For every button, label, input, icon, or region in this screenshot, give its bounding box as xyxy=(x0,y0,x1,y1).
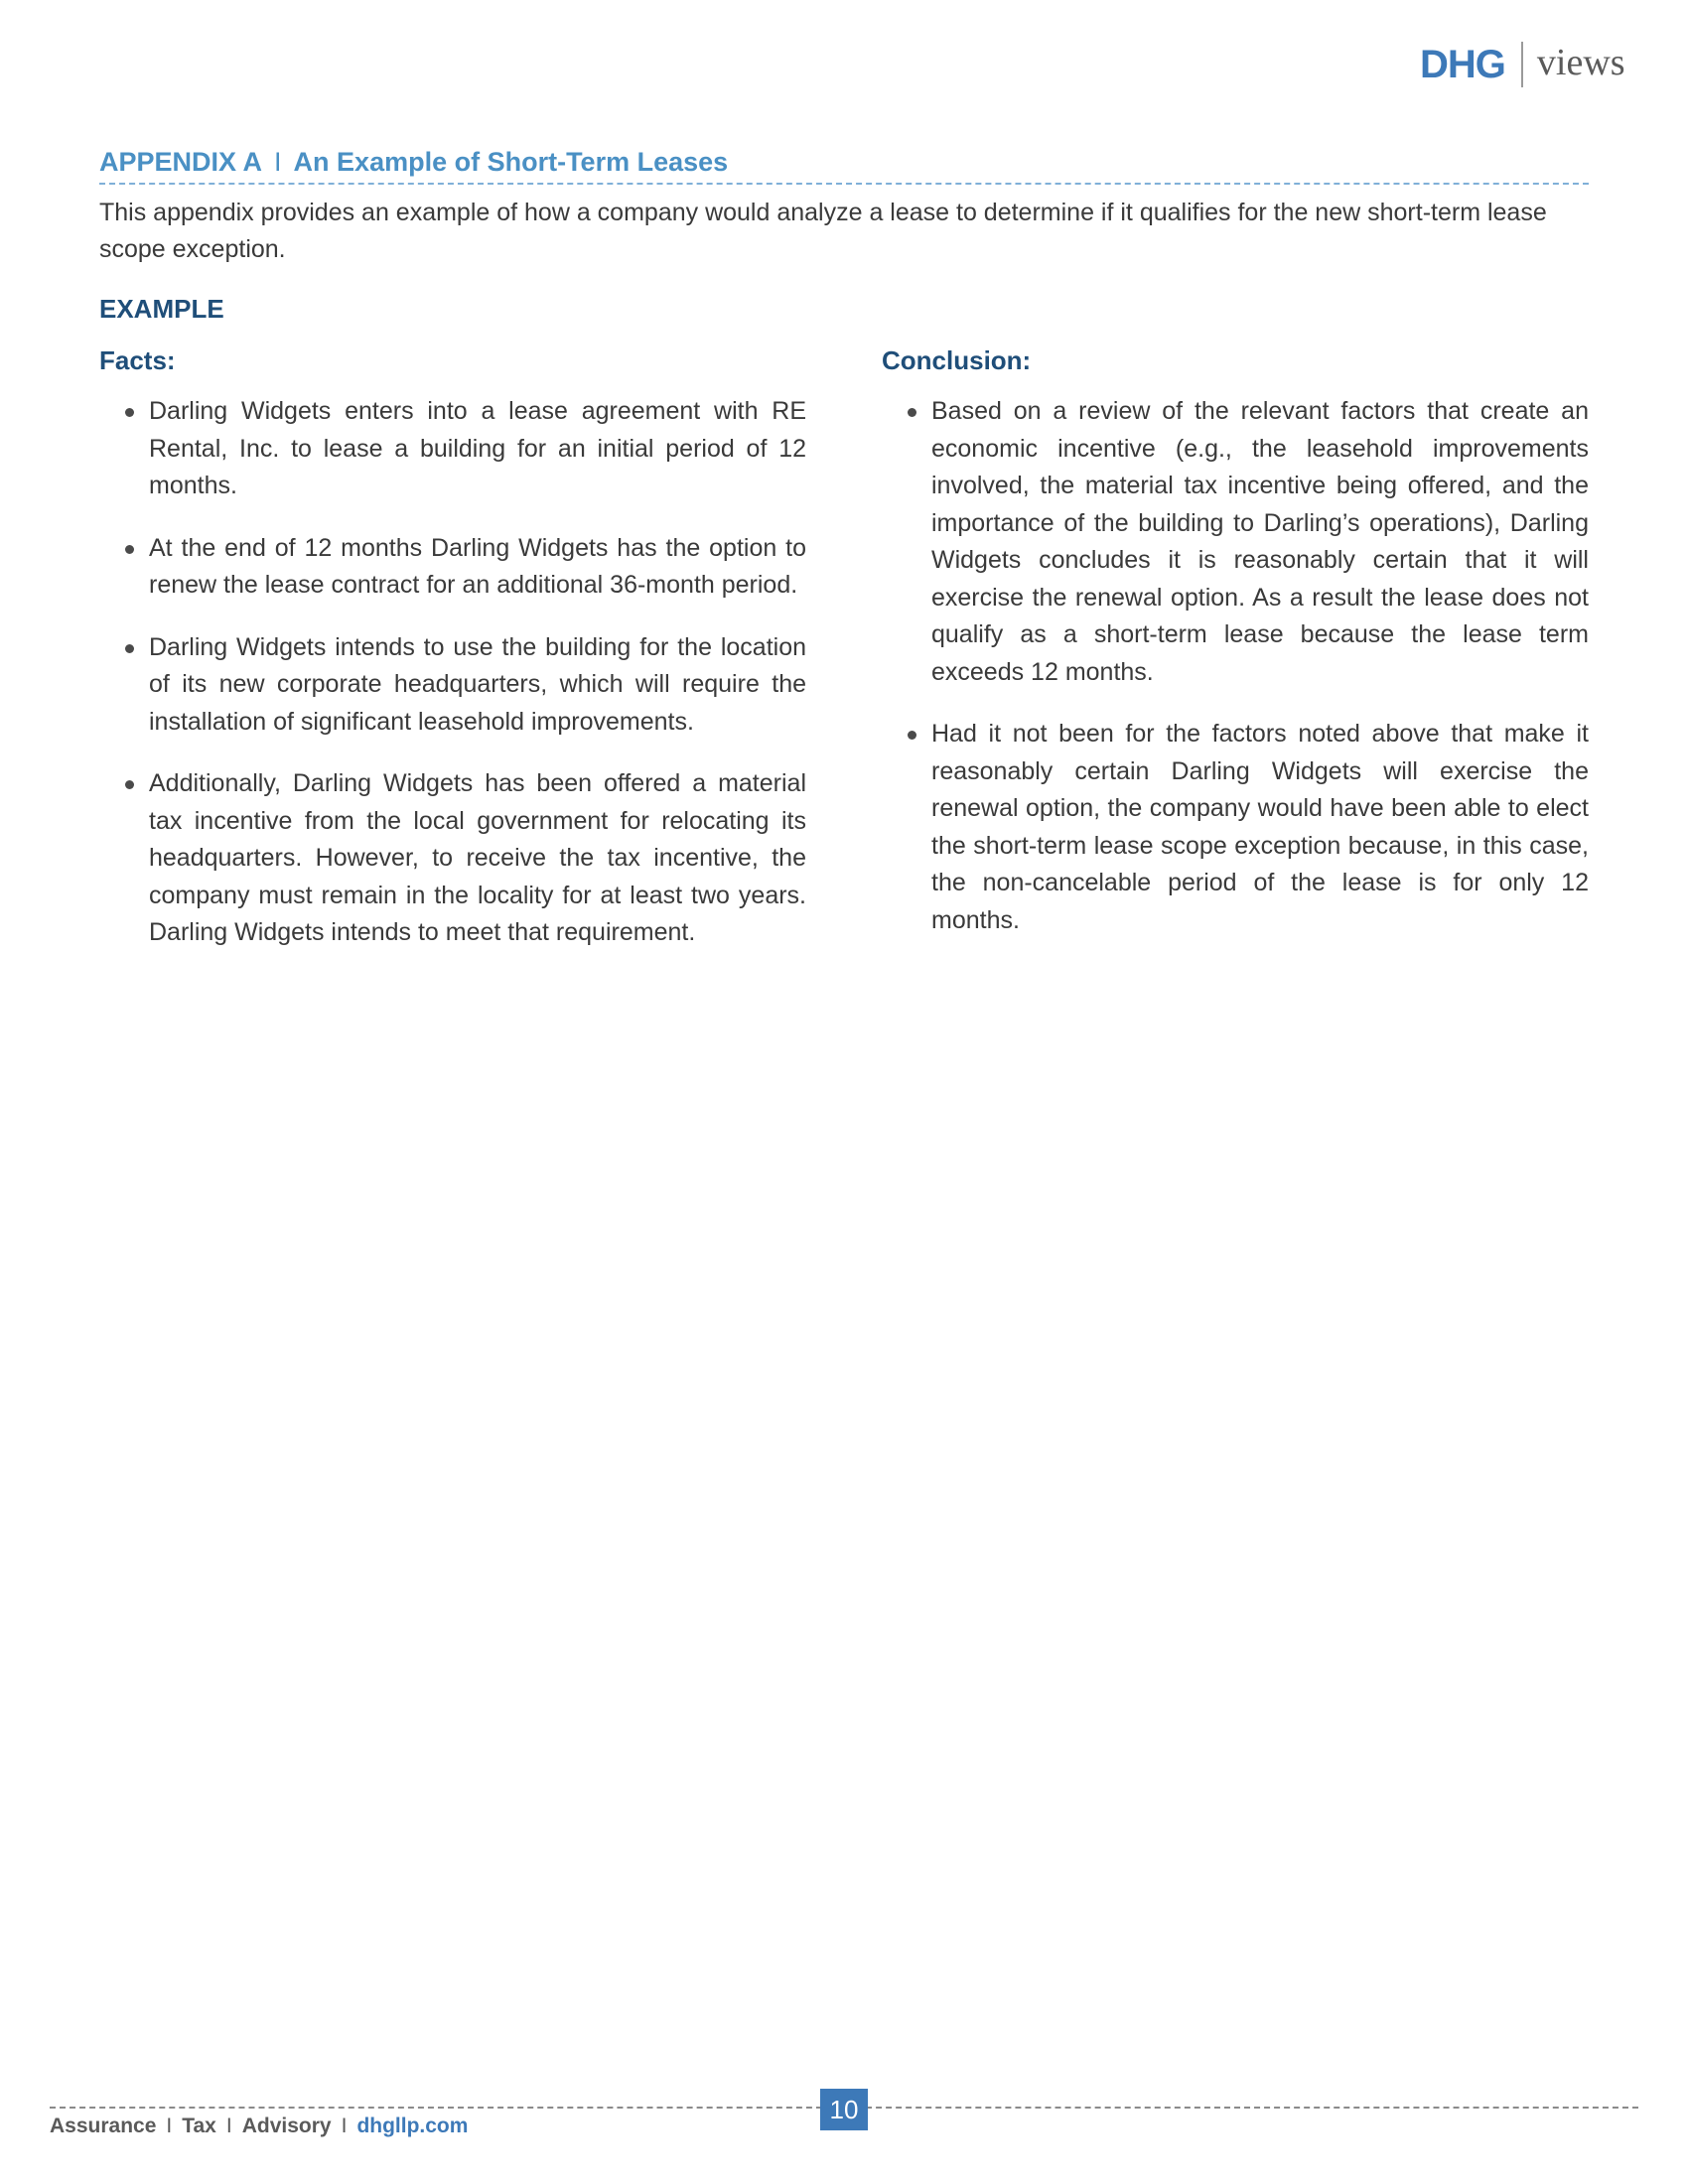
logo-divider xyxy=(1521,42,1523,87)
footer-link-advisory[interactable]: Advisory xyxy=(241,2115,332,2137)
dhg-views-logo xyxy=(1420,40,1658,89)
list-item xyxy=(99,393,806,505)
list-item xyxy=(882,393,1589,691)
facts-list xyxy=(99,393,806,952)
list-item xyxy=(882,716,1589,939)
bullet-icon xyxy=(125,644,134,653)
appendix-separator: I xyxy=(274,147,282,177)
heading-divider xyxy=(99,183,1589,185)
list-item xyxy=(99,629,806,742)
logo-word: views xyxy=(1536,42,1625,83)
footer-separator: I xyxy=(166,2115,173,2137)
list-item-text: Had it not been for the factors noted above that make it reasonably certain Darling Widgets will exercise the renewal option, the company would have been able to elect the short-term lease scope exception because, in this case, the non-cancelable period of the lease is for only 12 months. xyxy=(931,720,1589,934)
conclusion-column xyxy=(882,343,1589,964)
bullet-icon xyxy=(908,731,916,740)
bullet-icon xyxy=(125,780,134,789)
list-item-text: Darling Widgets intends to use the building for the location of its new corporate headquarters, which will require the installation of significant leasehold improvements. xyxy=(149,632,806,736)
appendix-label: APPENDIX A xyxy=(99,147,263,177)
footer-link-assurance[interactable]: Assurance xyxy=(50,2115,157,2137)
list-item-text: Additionally, Darling Widgets has been offered a material tax incentive from the local government for relocating its headquarters. However, to receive the tax incentive, the company must remain in the locality for at least two years. Darling Widgets intends to meet that requirement. xyxy=(149,769,806,946)
list-item-text: At the end of 12 months Darling Widgets has the option to renew the lease contract for an additional 36-month period. xyxy=(149,533,806,599)
list-item xyxy=(99,530,806,605)
logo-mark: DHG xyxy=(1420,43,1505,86)
list-item-text: Based on a review of the relevant factors that create an economic incentive (e.g., the leasehold improvements involved, the material tax incentive being offered, and the importance of the building to Darling’s operations), Darling Widgets concludes it is reasonably certain that it will exercise the renewal option. As a result the lease does not qualify as a short-term lease because the lease term exceeds 12 months. xyxy=(931,397,1589,686)
appendix-heading xyxy=(99,145,1589,179)
conclusion-title: Conclusion: xyxy=(882,345,1032,375)
example-heading: EXAMPLE xyxy=(99,294,224,324)
conclusion-list xyxy=(882,393,1589,939)
appendix-title: An Example of Short-Term Leases xyxy=(293,147,729,177)
footer-separator: I xyxy=(225,2115,232,2137)
footer-link-tax[interactable]: Tax xyxy=(182,2115,216,2137)
list-item xyxy=(99,765,806,952)
facts-title: Facts: xyxy=(99,345,176,375)
bullet-icon xyxy=(125,408,134,417)
facts-column xyxy=(99,343,806,977)
bullet-icon xyxy=(125,545,134,554)
footer-separator: I xyxy=(341,2115,348,2137)
intro-paragraph: This appendix provides an example of how a company would analyze a lease to determine if it qualifies for the new short-term lease scope exception. xyxy=(99,199,1547,263)
footer-service-links xyxy=(50,2113,468,2140)
list-item-text: Darling Widgets enters into a lease agreement with RE Rental, Inc. to lease a building for an initial period of 12 months. xyxy=(149,397,806,499)
page-number: 10 xyxy=(820,2089,868,2130)
bullet-icon xyxy=(908,408,916,417)
footer-site-link[interactable]: dhgllp.com xyxy=(356,2115,469,2137)
